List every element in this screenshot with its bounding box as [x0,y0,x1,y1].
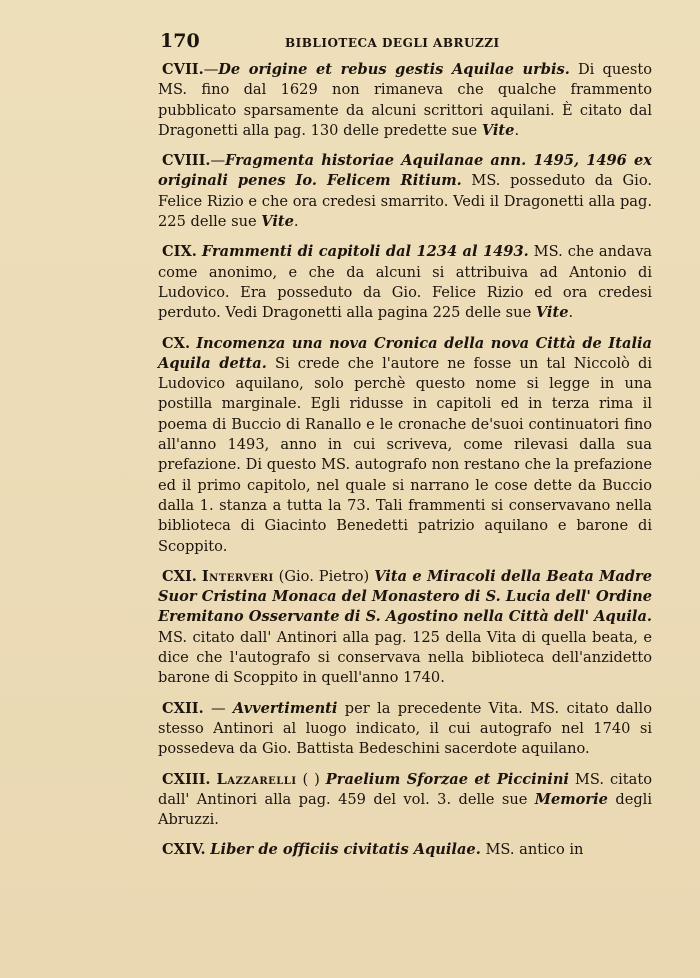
page-header [160,30,520,52]
entry-number: CXIII. [162,770,211,788]
entry-cxi [158,567,652,689]
entry-text-end: . [568,304,574,322]
entry-text: MS. antico in [480,841,584,859]
entry-number: CXIV. [162,841,206,859]
entry-title: Liber de officiis civitatis Aquilae. [210,841,481,859]
entry-title: Fragmenta historiae Aquilanae ann. 1495, 1496 ex originali penes Io. Felicem Ritium. [158,152,652,190]
entry-cviii [158,151,652,232]
entry-text: MS. che andava come anonimo, e che da alcuni si attribuiva ad Antonio di Ludovico. Era posseduto da Gio. Felice Rizio ed ora credesi perduto. Vedi Dragonetti alla pagina 225 delle sue [158,243,653,322]
entry-cix [158,242,652,323]
entry-text-italic: Vite [481,121,515,139]
entry-text: MS. citato dall' Antinori alla pag. 125 della Vita di quella beata, e dice che l'autografo si conservava nella biblioteca dell'anzidetto barone di Scoppito in quell'anno 1740. [158,628,652,687]
entry-text-end: . [293,213,299,231]
entry-title: De origine et rebus gestis Aquilae urbis. [218,61,570,78]
entry-dash: — [203,61,219,78]
entry-author-rest: ( ) [296,770,326,788]
entry-cxiii [158,770,652,831]
entry-cxiv [158,840,652,860]
entry-title: Vita e Miracoli della Beata Madre Suor Cristina Monaca del Monastero di S. Lucia dell' Ordine Eremitano Osservante di S. Agostino nella Città dell' Aquila. [158,567,652,626]
entry-text: Si crede che l'autore ne fosse un tal Niccolò di Ludovico aquilano, solo perchè questo nome si legge in una postilla marginale. Egli ridusse in capitoli ed in terza rima il poema di Buccio di Ranallo e le cronache de'suoi continuatori fino all'anno 1493, anno in cui scriveva, come rilevasi dalla sua prefazione. Di questo MS. autografo non restano che la prefazione ed il primo capitolo, nel quale si narrano le cose dette da Buccio dalla 1. stanza a tutta la 73. Tali frammenti si conservavano nella biblioteca di Giacinto Benedetti patrizio aquilano e barone di Scoppito. [158,354,652,555]
entry-number: CXI. [162,567,197,585]
entry-title: Avvertimenti [232,699,338,717]
entry-title: Praelium Sforzae et Piccinini [325,770,569,788]
entry-number: CX. [162,334,191,352]
entry-number: CVII. [162,61,204,78]
entry-author: Interveri [201,567,274,585]
entry-text-italic: Memorie [534,790,608,808]
entry-text-italic: Vite [535,304,569,322]
entry-text-italic: Vite [261,213,294,231]
page-number: 170 [160,30,200,52]
entry-number: CXII. [162,699,204,717]
entry-text-end: degli Abruzzi. [158,790,653,829]
entry-text: MS. posseduto da Gio. Felice Rizio e che ora credesi smarrito. Vedi il Dragonetti alla pag. 225 delle sue [158,172,652,231]
entry-author: Lazzarelli [216,770,297,788]
entry-cvii [158,60,652,141]
entry-text: MS. citato dall' Antinori alla pag. 459 del vol. 3. delle sue [158,770,652,808]
entry-cx [158,334,652,557]
running-title: BIBLIOTECA DEGLI ABRUZZI [285,36,500,50]
entry-dash: — [203,699,233,717]
entry-dash: — [210,152,226,170]
entry-text: per la precedente Vita. MS. citato dallo stesso Antinori al luogo indicato, il cui autografo nel 1740 si possedeva da Gio. Battista Bedeschini sacerdote aquilano. [158,699,652,758]
entry-cxii [158,699,652,760]
page-body [158,60,652,871]
entry-title: Frammenti di capitoli dal 1234 al 1493. [201,243,529,261]
entry-text: Di questo MS. fino dal 1629 non rimaneva che qualche frammento pubblicato sparsamente da alcuni scrittori aquilani. È citato dal Dragonetti alla pag. 130 delle predette sue [158,61,652,139]
entry-number: CIX. [162,243,197,261]
entry-number: CVIII. [162,152,211,170]
entry-author-rest: (Gio. Pietro) [273,567,375,585]
entry-title: Incomenza una nova Cronica della nova Città de Italia Aquila detta. [158,334,652,372]
entry-text-end: . [514,121,520,139]
